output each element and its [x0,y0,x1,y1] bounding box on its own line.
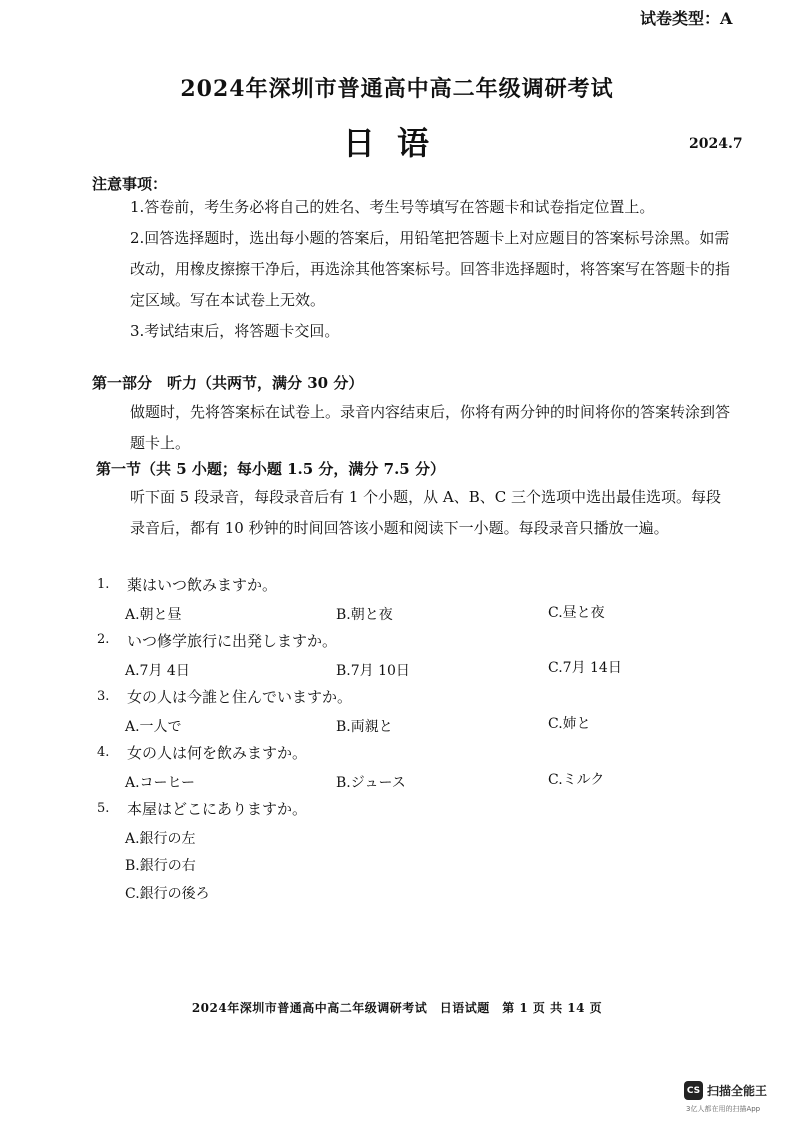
exam-date: 2024.7 [689,136,743,152]
question-1-option-a: A.朝と昼 [125,607,182,623]
page-footer: 2024年深圳市普通高中高二年级调研考试 日语试题 第 1 页 共 14 页 [191,1001,603,1015]
notes-list [96,192,736,347]
note-item-3: 3.考试结束后，将答题卡交回。 [130,322,340,340]
exam-title: 2024年深圳市普通高中高二年级调研考试 [180,76,614,102]
scanner-watermark [684,1081,767,1100]
question-2-number: 2. [97,632,110,647]
note-item-1: 1.答卷前，考生务必将自己的姓名、考生号等填写在答题卡和试卷指定位置上。 [130,198,655,216]
question-1-text: 薬はいつ飲みますか。 [127,576,278,594]
question-5-option-c: C.銀行の後ろ [125,886,210,902]
subject-title: 日语 [342,124,451,162]
question-3-option-a: A.一人で [125,719,182,735]
question-4-text: 女の人は何を飲みますか。 [127,744,308,762]
question-3-text: 女の人は今誰と住んでいますか。 [127,688,353,706]
question-5-option-b: B.銀行の右 [125,858,196,874]
watermark-app-name: 扫描全能王 [707,1084,768,1098]
question-2-text: いつ修学旅行に出発しますか。 [127,632,338,650]
question-2-option-b: B.7月 10日 [336,663,410,679]
part1-instructions-text: 做题时，先将答案标在试卷上。录音内容结束后，你将有两分钟的时间将你的答案转涂到答题卡上。 [130,403,731,452]
section1-heading: 第一节（共 5 小题；每小题 1.5 分，满分 7.5 分） [96,460,445,478]
question-4-option-b: B.ジュース [336,775,406,791]
part1-heading: 第一部分 听力（共两节，满分 30 分） [92,374,364,392]
question-2-option-a: A.7月 4日 [125,663,190,679]
section1-instructions-text: 听下面 5 段录音，每段录音后有 1 个小题，从 A、B、C 三个选项中选出最佳选项。每段录音后，都有 10 秒钟的时间回答该小题和阅读下一小题。每段录音只播放一遍。 [130,488,722,537]
question-5-option-a: A.銀行の左 [125,831,196,847]
question-4-option-c: C.ミルク [548,772,605,788]
question-5-text: 本屋はどこにありますか。 [127,800,308,818]
question-1-number: 1. [97,577,110,592]
question-5-number: 5. [97,801,110,816]
question-2-option-c: C.7月 14日 [548,660,622,676]
question-3-option-c: C.姉と [548,716,591,732]
question-3-option-b: B.両親と [336,719,393,735]
section1-instructions [96,482,736,544]
question-1-option-b: B.朝と夜 [336,607,393,623]
paper-type-label: 试卷类型：A [640,9,733,28]
watermark-tagline: 3亿人都在用的扫描App [686,1105,761,1113]
notes-heading: 注意事项： [92,175,168,193]
question-3-number: 3. [97,689,110,704]
part1-instructions [96,397,736,459]
question-1-option-c: C.昼と夜 [548,605,605,621]
question-4-number: 4. [97,745,110,760]
question-4-option-a: A.コーヒー [125,775,196,791]
camscanner-logo-icon: CS [684,1081,703,1100]
note-item-2: 2.回答选择题时，选出每小题的答案后，用铅笔把答题卡上对应题目的答案标号涂黑。如需改动，用橡皮擦擦干净后，再选涂其他答案标号。回答非选择题时，将答案写在答题卡的指定区域。写在本试卷上无效。 [130,229,731,309]
